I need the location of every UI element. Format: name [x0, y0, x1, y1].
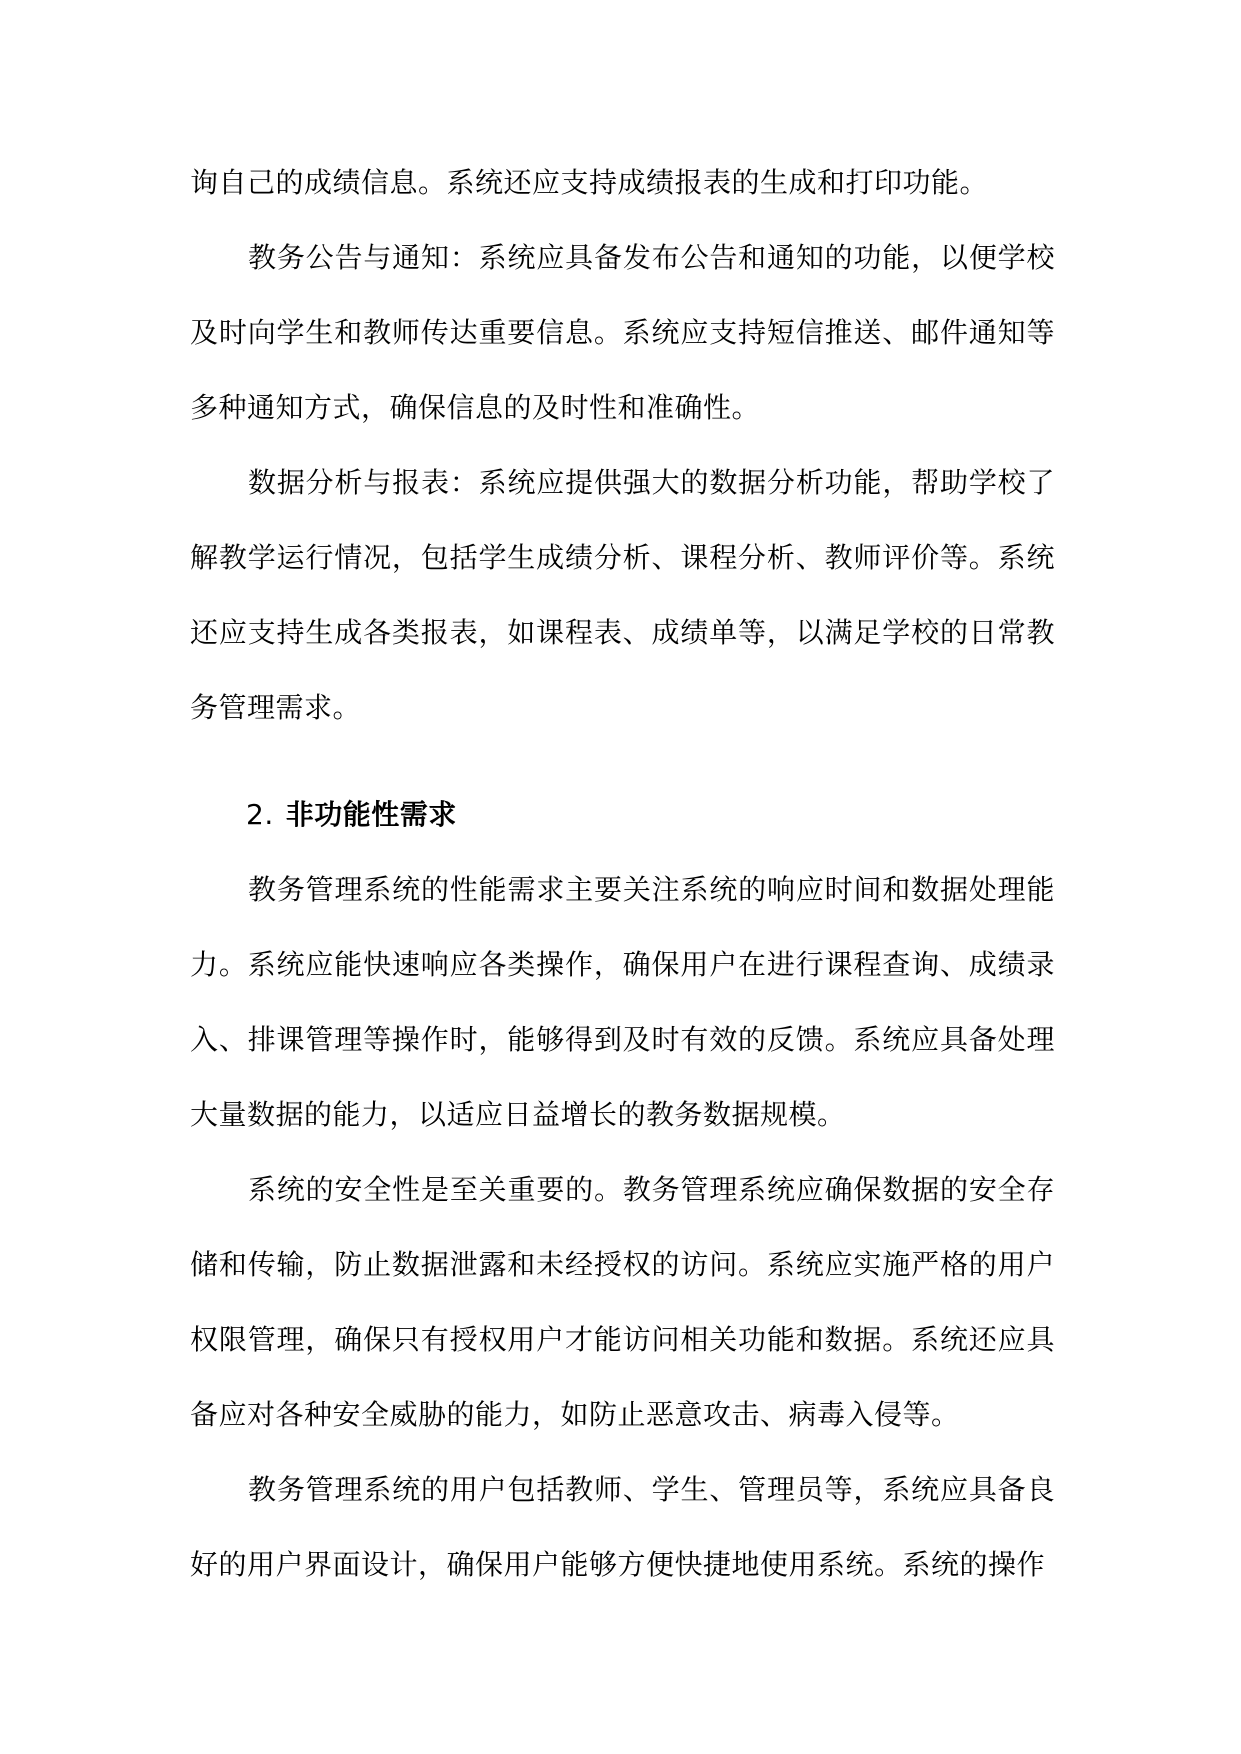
section-heading — [190, 777, 1055, 852]
section-title: 非功能性需求 — [285, 798, 457, 831]
paragraph-announcements: 教务公告与通知：系统应具备发布公告和通知的功能，以便学校及时向学生和教师传达重要信息。系统应支持短信推送、邮件通知等多种通知方式，确保信息的及时性和准确性。 — [190, 241, 1055, 424]
paragraph-data-analysis: 数据分析与报表：系统应提供强大的数据分析功能，帮助学校了解教学运行情况，包括学生成绩分析、课程分析、教师评价等。系统还应支持生成各类报表，如课程表、成绩单等，以满足学校的日常教务管理需求。 — [190, 466, 1055, 724]
paragraph-usability: 教务管理系统的用户包括教师、学生、管理员等，系统应具备良好的用户界面设计，确保用户能够方便快捷地使用系统。系统的操作 — [190, 1473, 1055, 1581]
paragraph-grade-query-continuation: 询自己的成绩信息。系统还应支持成绩报表的生成和打印功能。 — [190, 166, 989, 199]
paragraph-security: 系统的安全性是至关重要的。教务管理系统应确保数据的安全存储和传输，防止数据泄露和未经授权的访问。系统应实施严格的用户权限管理，确保只有授权用户才能访问相关功能和数据。系统还应具备应对各种安全威胁的能力，如防止恶意攻击、病毒入侵等。 — [190, 1173, 1055, 1431]
paragraph-performance: 教务管理系统的性能需求主要关注系统的响应时间和数据处理能力。系统应能快速响应各类操作，确保用户在进行课程查询、成绩录入、排课管理等操作时，能够得到及时有效的反馈。系统应具备处理大量数据的能力，以适应日益增长的教务数据规模。 — [190, 873, 1055, 1131]
document-body — [190, 145, 1055, 1602]
section-number: 2. — [246, 798, 274, 831]
